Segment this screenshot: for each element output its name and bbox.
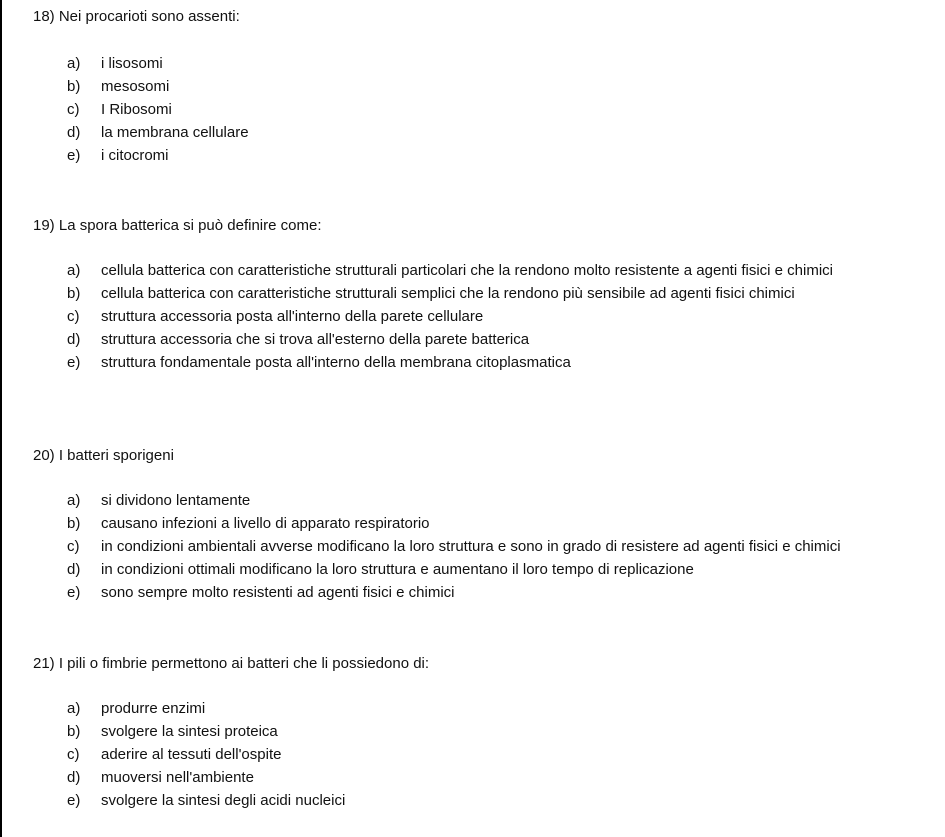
question-title: 21) I pili o fimbrie permettono ai batteri che li possiedono di:: [33, 655, 430, 672]
option-text: struttura fondamentale posta all'interno della membrana citoplasmatica: [101, 354, 571, 371]
option-letter: b): [67, 723, 81, 740]
option-letter: b): [67, 285, 81, 302]
option-letter: b): [67, 515, 81, 532]
question-title: 19) La spora batterica si può definire come:: [33, 217, 322, 234]
answer-option-d[interactable]: [67, 328, 897, 351]
option-text: I Ribosomi: [101, 101, 172, 118]
option-letter: a): [67, 492, 81, 509]
question-20: [33, 444, 933, 601]
option-letter: a): [67, 55, 81, 72]
option-text: in condizioni ambientali avverse modificano la loro struttura e sono in grado di resistere ad agenti fisici e chimici: [101, 538, 841, 555]
answer-options: [67, 697, 897, 812]
answer-option-b[interactable]: [67, 75, 897, 98]
option-letter: d): [67, 331, 81, 348]
option-text: aderire al tessuti dell'ospite: [101, 746, 282, 763]
option-text: cellula batterica con caratteristiche strutturali semplici che la rendono più sensibile ad agenti fisici chimici: [101, 285, 795, 302]
answer-options: [67, 52, 897, 167]
option-text: i lisosomi: [101, 55, 163, 72]
option-letter: d): [67, 769, 81, 786]
answer-option-e[interactable]: [67, 789, 897, 812]
answer-option-b[interactable]: [67, 282, 897, 305]
answer-option-d[interactable]: [67, 121, 897, 144]
option-text: cellula batterica con caratteristiche strutturali particolari che la rendono molto resistente a agenti fisici e chimici: [101, 262, 834, 279]
option-text: in condizioni ottimali modificano la loro struttura e aumentano il loro tempo di replicazione: [101, 561, 694, 578]
option-letter: e): [67, 147, 81, 164]
option-letter: c): [67, 746, 80, 763]
option-letter: c): [67, 101, 80, 118]
question-19: [33, 214, 933, 371]
answer-options: [67, 489, 897, 604]
option-letter: e): [67, 354, 81, 371]
answer-option-c[interactable]: [67, 98, 897, 121]
option-letter: c): [67, 538, 80, 555]
option-letter: d): [67, 124, 81, 141]
question-title: 18) Nei procarioti sono assenti:: [33, 8, 240, 25]
option-letter: b): [67, 78, 81, 95]
option-text: sono sempre molto resistenti ad agenti fisici e chimici: [101, 584, 455, 601]
option-letter: c): [67, 308, 80, 325]
option-text: svolgere la sintesi proteica: [101, 723, 278, 740]
question-21: [33, 652, 933, 809]
option-text: produrre enzimi: [101, 700, 206, 717]
answer-option-c[interactable]: [67, 535, 897, 558]
answer-option-a[interactable]: [67, 489, 897, 512]
answer-option-b[interactable]: [67, 512, 897, 535]
option-letter: a): [67, 262, 81, 279]
option-text: struttura accessoria che si trova all'esterno della parete batterica: [101, 331, 530, 348]
option-letter: e): [67, 792, 81, 809]
answer-option-a[interactable]: [67, 259, 897, 282]
question-18: [33, 5, 933, 164]
option-letter: a): [67, 700, 81, 717]
option-text: struttura accessoria posta all'interno della parete cellulare: [101, 308, 484, 325]
option-text: i citocromi: [101, 147, 169, 164]
question-title: 20) I batteri sporigeni: [33, 447, 174, 464]
answer-option-e[interactable]: [67, 144, 897, 167]
answer-options: [67, 259, 897, 374]
answer-option-a[interactable]: [67, 697, 897, 720]
answer-option-d[interactable]: [67, 558, 897, 581]
option-text: si dividono lentamente: [101, 492, 251, 509]
option-text: svolgere la sintesi degli acidi nucleici: [101, 792, 346, 809]
answer-option-e[interactable]: [67, 581, 897, 604]
answer-option-a[interactable]: [67, 52, 897, 75]
answer-option-d[interactable]: [67, 766, 897, 789]
answer-option-e[interactable]: [67, 351, 897, 374]
option-letter: e): [67, 584, 81, 601]
option-text: la membrana cellulare: [101, 124, 249, 141]
option-text: mesosomi: [101, 78, 170, 95]
answer-option-b[interactable]: [67, 720, 897, 743]
answer-option-c[interactable]: [67, 743, 897, 766]
option-letter: d): [67, 561, 81, 578]
option-text: muoversi nell'ambiente: [101, 769, 254, 786]
answer-option-c[interactable]: [67, 305, 897, 328]
option-text: causano infezioni a livello di apparato respiratorio: [101, 515, 430, 532]
